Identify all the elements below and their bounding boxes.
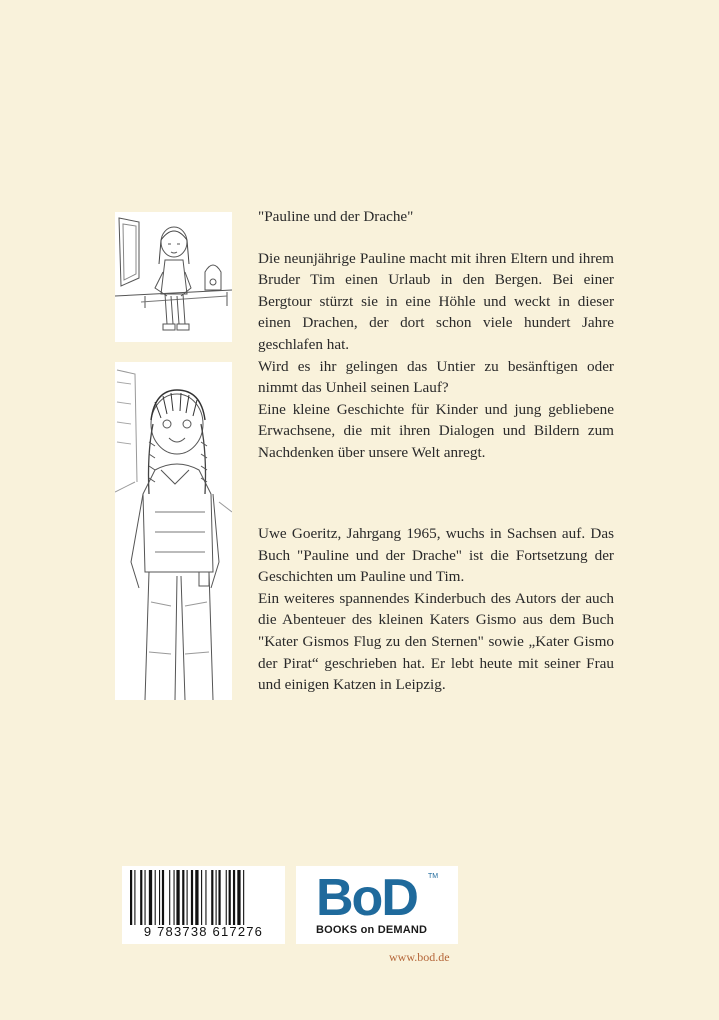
- barcode-bar: [140, 870, 142, 925]
- barcode-bar: [233, 870, 235, 925]
- barcode-bar: [191, 870, 193, 925]
- barcode-bar: [187, 870, 188, 925]
- barcode-bar: [155, 870, 156, 925]
- barcode-bar: [243, 870, 244, 925]
- illustration-pauline-sitting: [115, 212, 232, 342]
- barcode-bar: [205, 870, 206, 925]
- author-paragraph: Ein weiteres spannendes Kinderbuch des Autors der auch die Abenteuer des kleinen Katers Gismo aus dem Buch "Kater Gismos Flug zu den Sternen" sowie „Kater Gismo der Pirat“ geschrieben hat. Er lebt heute mit seiner Frau und einigen Katzen in Leipzig.: [258, 589, 614, 694]
- barcode-bar: [201, 870, 202, 925]
- trademark-symbol: TM: [428, 873, 439, 880]
- barcode-bar: [182, 870, 184, 925]
- barcode-bar: [174, 870, 175, 925]
- isbn-number: 9 783738 617276: [143, 924, 264, 939]
- barcode-bar: [211, 870, 213, 925]
- illustration-pauline-standing: [115, 362, 232, 700]
- bod-logo-mark: BoD: [316, 869, 417, 927]
- barcode-bar: [229, 870, 231, 925]
- blurb-paragraph: Eine kleine Geschichte für Kinder und jung gebliebene Erwachsene, die mit ihren Dialogen und Bildern zum Nachdenken über unsere Welt anregt.: [258, 400, 614, 461]
- barcode-bar: [162, 870, 164, 925]
- blurb-paragraph: Wird es ihr gelingen das Untier zu besänftigen oder nimmt das Unheil seinen Lauf?: [258, 357, 614, 397]
- barcode-bar: [176, 870, 179, 925]
- barcode-bars: [130, 870, 277, 925]
- publisher-logo: [296, 866, 458, 944]
- barcode-bar: [145, 870, 146, 925]
- author-paragraph: Uwe Goeritz, Jahrgang 1965, wuchs in Sachsen auf. Das Buch "Pauline und der Drache" ist die Fortsetzung der Geschichten um Pauline und Tim.: [258, 525, 614, 586]
- book-blurb: [258, 206, 614, 464]
- publisher-tagline: BOOKS on DEMAND: [316, 924, 428, 936]
- barcode-bar: [169, 870, 170, 925]
- book-title: "Pauline und der Drache": [258, 208, 414, 225]
- barcode-bar: [159, 870, 160, 925]
- blurb-paragraph: Die neunjährige Pauline macht mit ihren Eltern und ihrem Bruder Tim einen Urlaub in den Bergen. Bei einer Bergtour stürzt sie in eine Höhle und weckt in dieser einen Drachen, der dort schon viele hundert Jahre geschlafen hat.: [258, 249, 614, 353]
- barcode-bar: [134, 870, 135, 925]
- author-bio: [258, 523, 614, 696]
- barcode-bar: [130, 870, 132, 925]
- barcode-bar: [226, 870, 227, 925]
- barcode-bar: [195, 870, 198, 925]
- barcode-bar: [237, 870, 240, 925]
- barcode-bar: [218, 870, 220, 925]
- barcode-bar: [216, 870, 217, 925]
- publisher-url[interactable]: www.bod.de: [389, 950, 450, 964]
- isbn-barcode: [122, 866, 285, 944]
- barcode-bar: [149, 870, 152, 925]
